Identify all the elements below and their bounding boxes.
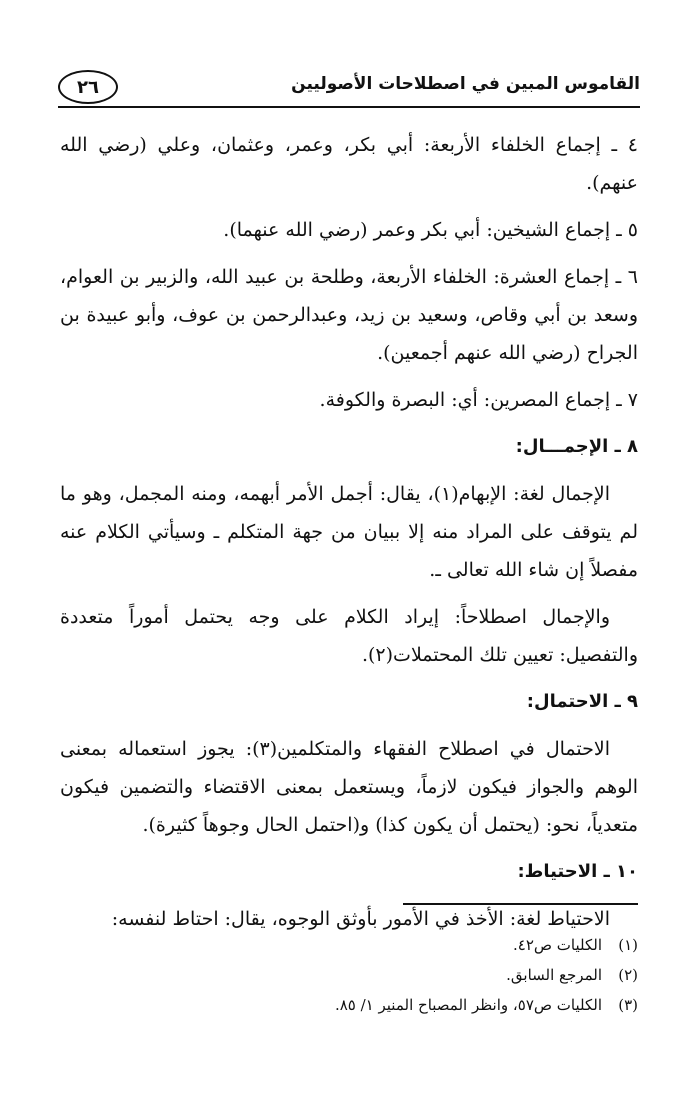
footnote xyxy=(60,990,638,1020)
footnote-marker: (٢) xyxy=(618,966,638,984)
footnote-separator xyxy=(403,903,638,905)
paragraph: الاحتمال في اصطلاح الفقهاء والمتكلمين(٣): يجوز استعماله بمعنى الوهم والجواز فيكون لازماً، ويستعمل بمعنى الاقتضاء والتضمين فيكون متعدياً، نحو: (يحتمل أن يكون كذا) و(احتمل الحال وجوهاً كثيرة). xyxy=(60,738,638,836)
main-text xyxy=(60,126,638,938)
footnote-text: الكليات ص٥٧، وانظر المصباح المنير ١/ ٨٥. xyxy=(334,996,602,1014)
paragraph: الاحتياط لغة: الأخذ في الأمور بأوثق الوجوه، يقال: احتاط لنفسه: xyxy=(111,908,610,930)
footnote-marker: (١) xyxy=(618,936,638,954)
page-number: ٢٦ xyxy=(77,76,99,98)
list-item: ٥ ـ إجماع الشيخين: أبي بكر وعمر (رضي الله عنهما). xyxy=(223,219,638,241)
header-rule xyxy=(58,106,640,108)
list-item: ٦ ـ إجماع العشرة: الخلفاء الأربعة، وطلحة بن عبيد الله، والزبير بن العوام، وسعد بن أبي وقاص، وسعيد بن زيد، وعبدالرحمن بن عوف، وأبو عبيدة بن الجراح (رضي الله عنهم أجمعين). xyxy=(60,266,638,364)
section-heading-ihtimal: ٩ ـ الاحتمال: xyxy=(526,691,638,712)
paragraph: الإجمال لغة: الإبهام(١)، يقال: أجمل الأمر أبهمه، ومنه المجمل، وهو ما لم يتوقف على المراد منه إلا ببيان من جهة المتكلم ـ وسيأتي الكلام عنه مفصلاً إن شاء الله تعالى ـ. xyxy=(60,483,638,581)
footnote-text: المرجع السابق. xyxy=(506,966,602,984)
footnote xyxy=(60,960,638,990)
list-item: ٤ ـ إجماع الخلفاء الأربعة: أبي بكر، وعمر، وعثمان، وعلي (رضي الله عنهم). xyxy=(60,134,638,194)
running-title: القاموس المبين في اصطلاحات الأصوليين xyxy=(291,74,640,94)
section-heading-ihtiyat: ١٠ ـ الاحتياط: xyxy=(517,861,638,882)
footnote-text: الكليات ص٤٢. xyxy=(512,936,602,954)
list-item: ٧ ـ إجماع المصرين: أي: البصرة والكوفة. xyxy=(319,389,638,411)
section-heading-ijmal: ٨ ـ الإجمـــال: xyxy=(515,436,638,457)
paragraph: والإجمال اصطلاحاً: إيراد الكلام على وجه يحتمل أموراً متعددة والتفصيل: تعيين تلك المحتملات(٢). xyxy=(60,606,638,666)
page-header xyxy=(58,68,640,110)
page-number-badge xyxy=(58,70,118,104)
footnote xyxy=(60,930,638,960)
footnotes xyxy=(60,930,638,1020)
footnote-marker: (٣) xyxy=(618,996,638,1014)
